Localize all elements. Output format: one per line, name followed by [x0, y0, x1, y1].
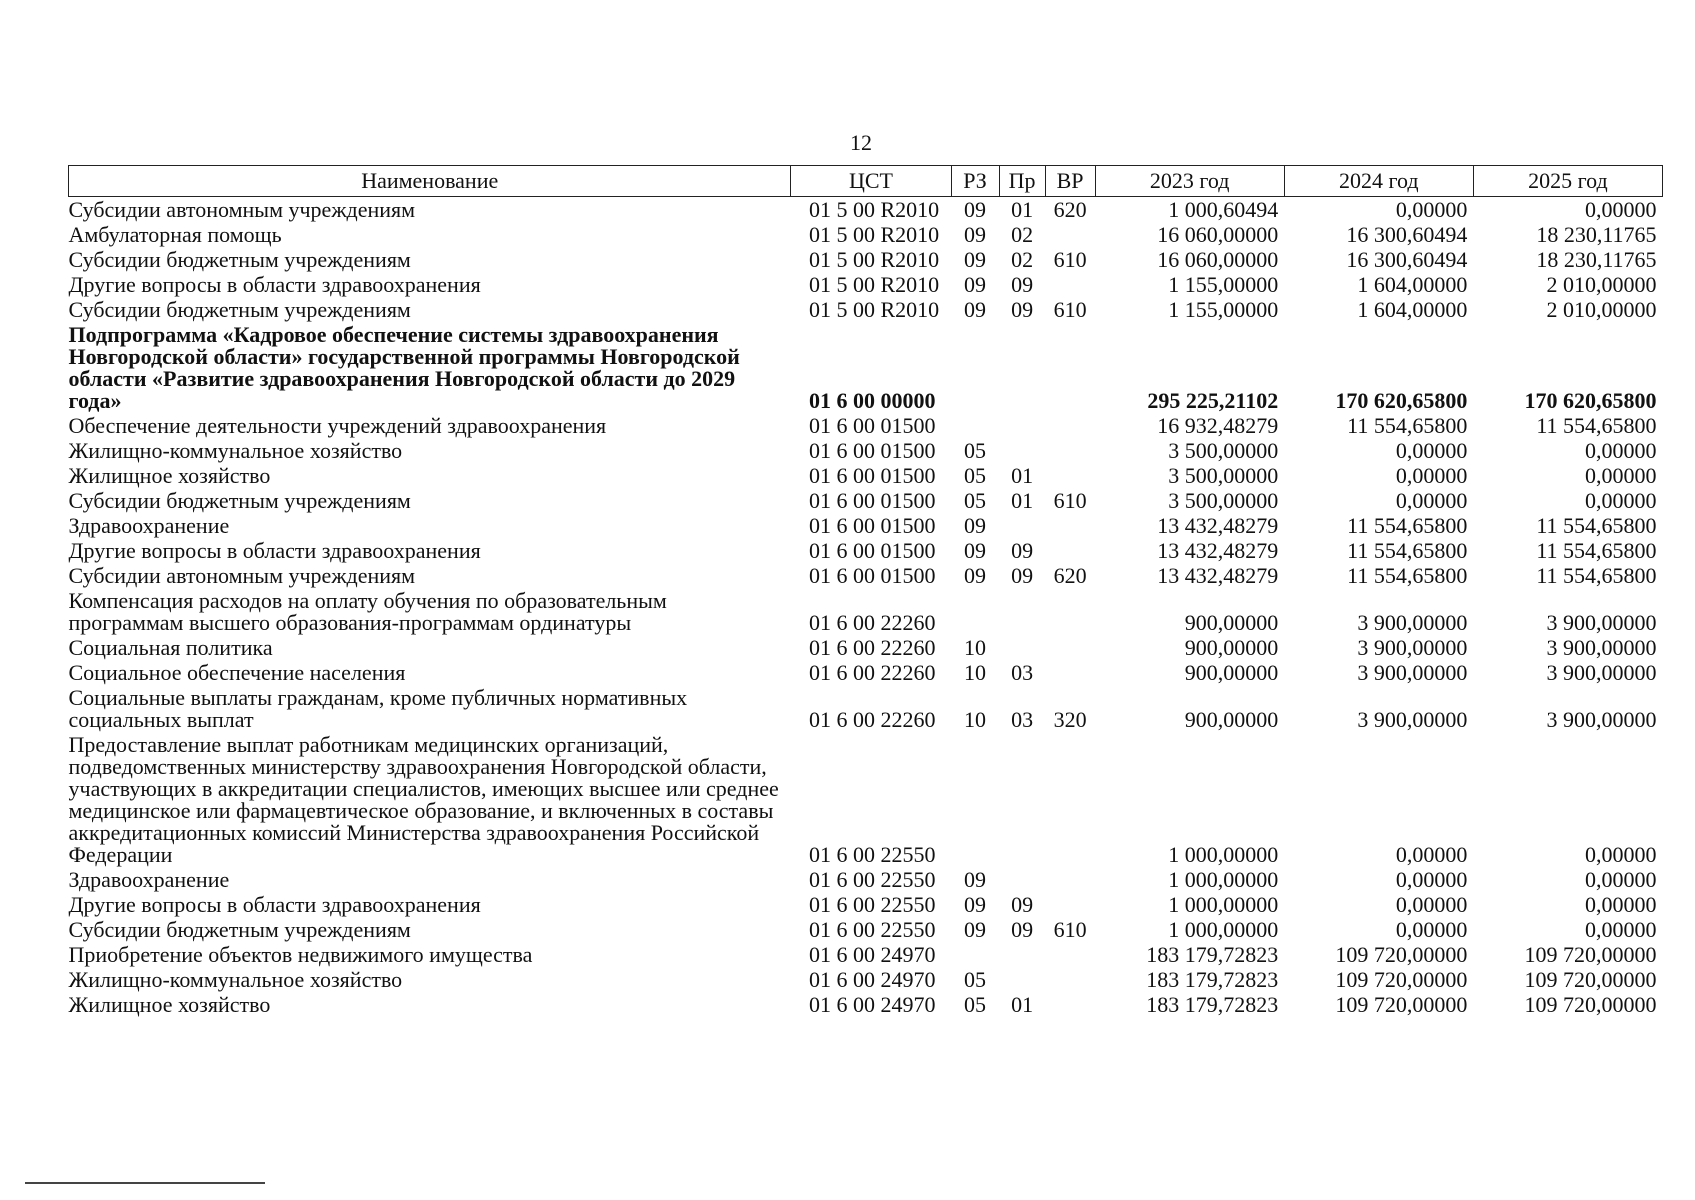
header-vr: ВР	[1045, 166, 1095, 197]
row-pr	[999, 413, 1045, 438]
row-2023: 13 432,48279	[1157, 563, 1279, 588]
footer-rule	[25, 1182, 265, 1184]
row-2025: 3 900,00000	[1546, 635, 1657, 660]
row-2023: 1 155,00000	[1168, 297, 1279, 322]
row-2025: 109 720,00000	[1524, 942, 1657, 967]
row-vr	[1045, 732, 1095, 867]
row-2023: 295 225,21102	[1147, 388, 1279, 413]
row-2025: 0,00000	[1585, 892, 1657, 917]
row-2023: 16 060,00000	[1157, 222, 1279, 247]
table-row	[69, 660, 1663, 685]
row-rz: 09	[964, 513, 987, 538]
row-vr: 620	[1053, 563, 1087, 588]
row-name: Другие вопросы в области здравоохранения	[68, 272, 481, 297]
row-vr	[1045, 538, 1095, 563]
row-pr	[999, 513, 1045, 538]
row-2023: 16 932,48279	[1157, 413, 1279, 438]
header-cst: ЦСТ	[791, 166, 951, 197]
row-name: Другие вопросы в области здравоохранения	[68, 892, 481, 917]
row-rz	[951, 942, 999, 967]
row-vr	[1045, 635, 1095, 660]
row-pr: 09	[1011, 297, 1034, 322]
row-2025: 0,00000	[1585, 438, 1657, 463]
table-row	[69, 272, 1663, 297]
row-rz: 09	[964, 917, 987, 942]
row-vr	[1045, 322, 1095, 413]
header-2024: 2024 год	[1284, 166, 1473, 197]
row-2025: 2 010,00000	[1546, 297, 1657, 322]
table-row	[69, 197, 1663, 223]
row-vr: 610	[1053, 247, 1087, 272]
row-2024: 0,00000	[1395, 197, 1468, 222]
row-vr	[1045, 272, 1095, 297]
row-name: Здравоохранение	[68, 867, 230, 892]
row-2024: 109 720,00000	[1335, 992, 1468, 1017]
row-2025: 18 230,11765	[1536, 222, 1657, 247]
row-pr: 09	[1011, 272, 1034, 297]
row-2024: 3 900,00000	[1357, 660, 1468, 685]
row-2024: 16 300,60494	[1346, 247, 1468, 272]
row-pr: 01	[1011, 488, 1034, 513]
row-2024: 0,00000	[1395, 917, 1468, 942]
row-vr	[1045, 588, 1095, 635]
row-2024: 11 554,65800	[1347, 538, 1468, 563]
row-cst: 01 6 00 22550	[808, 917, 936, 942]
row-cst: 01 6 00 01500	[808, 463, 936, 488]
row-name: Субсидии бюджетным учреждениям	[68, 297, 411, 322]
row-name: Компенсация расходов на оплату обучения по образовательным программам высшего образования-программам ординатуры	[68, 588, 667, 635]
row-rz: 10	[964, 660, 987, 685]
row-pr	[999, 322, 1045, 413]
row-cst: 01 6 00 22550	[808, 842, 936, 867]
row-cst: 01 6 00 24970	[808, 967, 936, 992]
table-row	[69, 413, 1663, 438]
row-cst: 01 6 00 01500	[808, 438, 936, 463]
row-2023: 900,00000	[1184, 610, 1279, 635]
row-pr	[999, 867, 1045, 892]
row-2025: 3 900,00000	[1546, 610, 1657, 635]
row-rz: 09	[964, 867, 987, 892]
row-vr: 610	[1053, 488, 1087, 513]
row-cst: 01 6 00 01500	[808, 413, 936, 438]
row-2023: 900,00000	[1184, 707, 1279, 732]
header-pr: Пр	[999, 166, 1045, 197]
row-rz	[951, 588, 999, 635]
table-row	[69, 538, 1663, 563]
row-2024: 170 620,65800	[1335, 388, 1468, 413]
row-rz: 09	[964, 197, 987, 222]
row-2025: 0,00000	[1585, 842, 1657, 867]
row-cst: 01 5 00 R2010	[808, 222, 940, 247]
row-2023: 1 155,00000	[1168, 272, 1279, 297]
table-row	[69, 488, 1663, 513]
header-rz: РЗ	[951, 166, 999, 197]
row-2025: 11 554,65800	[1536, 538, 1657, 563]
row-2025: 0,00000	[1585, 463, 1657, 488]
row-2024: 11 554,65800	[1347, 563, 1468, 588]
row-2023: 13 432,48279	[1157, 513, 1279, 538]
row-rz: 05	[964, 967, 987, 992]
table-row	[69, 297, 1663, 322]
row-2025: 109 720,00000	[1524, 967, 1657, 992]
row-2024: 109 720,00000	[1335, 942, 1468, 967]
row-rz: 09	[964, 538, 987, 563]
row-rz: 10	[964, 707, 987, 732]
row-pr	[999, 942, 1045, 967]
row-2023: 1 000,60494	[1168, 197, 1279, 222]
table-row	[69, 967, 1663, 992]
row-pr: 01	[1011, 463, 1034, 488]
row-pr: 02	[1011, 222, 1034, 247]
row-rz: 09	[964, 222, 987, 247]
row-rz: 05	[964, 438, 987, 463]
table-row	[69, 322, 1663, 413]
row-2024: 0,00000	[1395, 463, 1468, 488]
row-cst: 01 6 00 01500	[808, 513, 936, 538]
row-2023: 3 500,00000	[1168, 438, 1279, 463]
row-2023: 13 432,48279	[1157, 538, 1279, 563]
budget-table-container	[68, 165, 1663, 1017]
row-2025: 11 554,65800	[1536, 563, 1657, 588]
table-row	[69, 247, 1663, 272]
row-2023: 16 060,00000	[1157, 247, 1279, 272]
row-2023: 183 179,72823	[1146, 942, 1279, 967]
budget-table	[68, 165, 1663, 1017]
row-name: Субсидии бюджетным учреждениям	[68, 488, 411, 513]
row-2024: 109 720,00000	[1335, 967, 1468, 992]
table-row	[69, 563, 1663, 588]
table-row	[69, 222, 1663, 247]
table-row	[69, 992, 1663, 1017]
row-vr: 320	[1053, 707, 1087, 732]
row-name: Обеспечение деятельности учреждений здравоохранения	[68, 413, 607, 438]
row-rz: 09	[964, 297, 987, 322]
row-vr	[1045, 867, 1095, 892]
row-vr	[1045, 892, 1095, 917]
row-2025: 0,00000	[1585, 197, 1657, 222]
table-body	[69, 197, 1663, 1018]
row-rz: 09	[964, 563, 987, 588]
row-vr	[1045, 438, 1095, 463]
row-rz: 05	[964, 488, 987, 513]
row-2024: 3 900,00000	[1357, 610, 1468, 635]
row-pr: 09	[1011, 563, 1034, 588]
row-2023: 900,00000	[1184, 660, 1279, 685]
row-name: Подпрограмма «Кадровое обеспечение системы здравоохранения Новгородской области» государственной программы Новгородской области «Развитие здравоохранения Новгородской области до 2029 года»	[68, 322, 740, 413]
row-2023: 183 179,72823	[1146, 992, 1279, 1017]
row-name: Социальное обеспечение населения	[68, 660, 406, 685]
row-name: Субсидии автономным учреждениям	[68, 563, 416, 588]
table-row	[69, 917, 1663, 942]
row-pr	[999, 588, 1045, 635]
row-pr	[999, 438, 1045, 463]
row-vr	[1045, 992, 1095, 1017]
table-row	[69, 892, 1663, 917]
row-vr: 610	[1053, 297, 1087, 322]
row-2023: 3 500,00000	[1168, 463, 1279, 488]
row-cst: 01 6 00 01500	[808, 563, 936, 588]
table-row	[69, 685, 1663, 732]
row-2024: 1 604,00000	[1357, 297, 1468, 322]
row-cst: 01 6 00 01500	[808, 488, 936, 513]
row-vr	[1045, 942, 1095, 967]
row-2024: 0,00000	[1395, 892, 1468, 917]
row-vr: 620	[1053, 197, 1087, 222]
row-cst: 01 6 00 22550	[808, 867, 936, 892]
row-rz	[951, 413, 999, 438]
row-2025: 0,00000	[1585, 488, 1657, 513]
row-2025: 170 620,65800	[1524, 388, 1657, 413]
row-cst: 01 6 00 00000	[808, 388, 936, 413]
row-pr	[999, 635, 1045, 660]
row-name: Амбулаторная помощь	[68, 222, 282, 247]
row-vr	[1045, 463, 1095, 488]
table-row	[69, 513, 1663, 538]
row-pr	[999, 967, 1045, 992]
row-2023: 1 000,00000	[1168, 867, 1279, 892]
row-name: Приобретение объектов недвижимого имущества	[68, 942, 533, 967]
row-name: Другие вопросы в области здравоохранения	[68, 538, 481, 563]
row-rz: 09	[964, 892, 987, 917]
row-rz: 05	[964, 463, 987, 488]
row-cst: 01 6 00 24970	[808, 992, 936, 1017]
row-name: Жилищно-коммунальное хозяйство	[68, 967, 403, 992]
row-pr: 02	[1011, 247, 1034, 272]
row-name: Предоставление выплат работникам медицинских организаций, подведомственных министерству здравоохранения Новгородской области, участвующих в аккредитации специалистов, имеющих высшее или среднее медицинское или фармацевтическое образование, и включенных в составы аккредитационных комиссий Министерства здравоохранения Российской Федерации	[68, 732, 779, 867]
row-rz: 10	[964, 635, 987, 660]
header-2023: 2023 год	[1095, 166, 1284, 197]
row-pr: 03	[1011, 660, 1034, 685]
row-cst: 01 6 00 24970	[808, 942, 936, 967]
table-row	[69, 942, 1663, 967]
row-cst: 01 6 00 22260	[808, 635, 936, 660]
row-cst: 01 6 00 22550	[808, 892, 936, 917]
row-2025: 11 554,65800	[1536, 413, 1657, 438]
row-2025: 0,00000	[1585, 917, 1657, 942]
row-2023: 183 179,72823	[1146, 967, 1279, 992]
row-rz	[951, 732, 999, 867]
row-vr: 610	[1053, 917, 1087, 942]
row-name: Субсидии автономным учреждениям	[68, 197, 416, 222]
row-pr: 01	[1011, 992, 1034, 1017]
row-rz	[951, 322, 999, 413]
row-vr	[1045, 967, 1095, 992]
row-2025: 11 554,65800	[1536, 513, 1657, 538]
row-2025: 0,00000	[1585, 867, 1657, 892]
table-row	[69, 588, 1663, 635]
row-2024: 11 554,65800	[1347, 513, 1468, 538]
row-pr	[999, 732, 1045, 867]
row-pr: 09	[1011, 538, 1034, 563]
table-row	[69, 463, 1663, 488]
row-cst: 01 5 00 R2010	[808, 297, 940, 322]
row-rz: 09	[964, 247, 987, 272]
row-name: Жилищное хозяйство	[68, 463, 271, 488]
row-2025: 109 720,00000	[1524, 992, 1657, 1017]
row-vr	[1045, 513, 1095, 538]
table-row	[69, 867, 1663, 892]
header-2025: 2025 год	[1473, 166, 1662, 197]
row-vr	[1045, 413, 1095, 438]
row-2023: 1 000,00000	[1168, 842, 1279, 867]
row-2025: 3 900,00000	[1546, 707, 1657, 732]
row-pr: 03	[1011, 707, 1034, 732]
row-name: Субсидии бюджетным учреждениям	[68, 917, 411, 942]
row-cst: 01 6 00 22260	[808, 707, 936, 732]
row-2025: 2 010,00000	[1546, 272, 1657, 297]
row-2025: 18 230,11765	[1536, 247, 1657, 272]
row-2024: 3 900,00000	[1357, 635, 1468, 660]
row-rz: 05	[964, 992, 987, 1017]
row-2023: 1 000,00000	[1168, 917, 1279, 942]
row-pr: 01	[1011, 197, 1034, 222]
table-row	[69, 732, 1663, 867]
row-name: Жилищно-коммунальное хозяйство	[68, 438, 403, 463]
row-name: Здравоохранение	[68, 513, 230, 538]
table-header-row	[69, 166, 1663, 197]
row-name: Социальная политика	[68, 635, 273, 660]
row-2025: 3 900,00000	[1546, 660, 1657, 685]
row-name: Социальные выплаты гражданам, кроме публичных нормативных социальных выплат	[68, 685, 688, 732]
row-vr	[1045, 222, 1095, 247]
row-vr	[1045, 660, 1095, 685]
row-2024: 1 604,00000	[1357, 272, 1468, 297]
row-2024: 3 900,00000	[1357, 707, 1468, 732]
row-name: Субсидии бюджетным учреждениям	[68, 247, 411, 272]
row-cst: 01 6 00 01500	[808, 538, 936, 563]
row-rz: 09	[964, 272, 987, 297]
row-cst: 01 5 00 R2010	[808, 272, 940, 297]
table-row	[69, 635, 1663, 660]
row-2024: 0,00000	[1395, 867, 1468, 892]
row-name: Жилищное хозяйство	[68, 992, 271, 1017]
row-2024: 0,00000	[1395, 842, 1468, 867]
row-2024: 16 300,60494	[1346, 222, 1468, 247]
table-row	[69, 438, 1663, 463]
row-cst: 01 5 00 R2010	[808, 247, 940, 272]
row-pr: 09	[1011, 892, 1034, 917]
row-2023: 1 000,00000	[1168, 892, 1279, 917]
row-cst: 01 6 00 22260	[808, 610, 936, 635]
row-2024: 0,00000	[1395, 488, 1468, 513]
row-pr: 09	[1011, 917, 1034, 942]
row-2024: 0,00000	[1395, 438, 1468, 463]
row-cst: 01 6 00 22260	[808, 660, 936, 685]
page-number: 12	[850, 130, 872, 155]
row-2023: 3 500,00000	[1168, 488, 1279, 513]
header-name: Наименование	[69, 166, 791, 197]
row-2023: 900,00000	[1184, 635, 1279, 660]
row-2024: 11 554,65800	[1347, 413, 1468, 438]
row-cst: 01 5 00 R2010	[808, 197, 940, 222]
